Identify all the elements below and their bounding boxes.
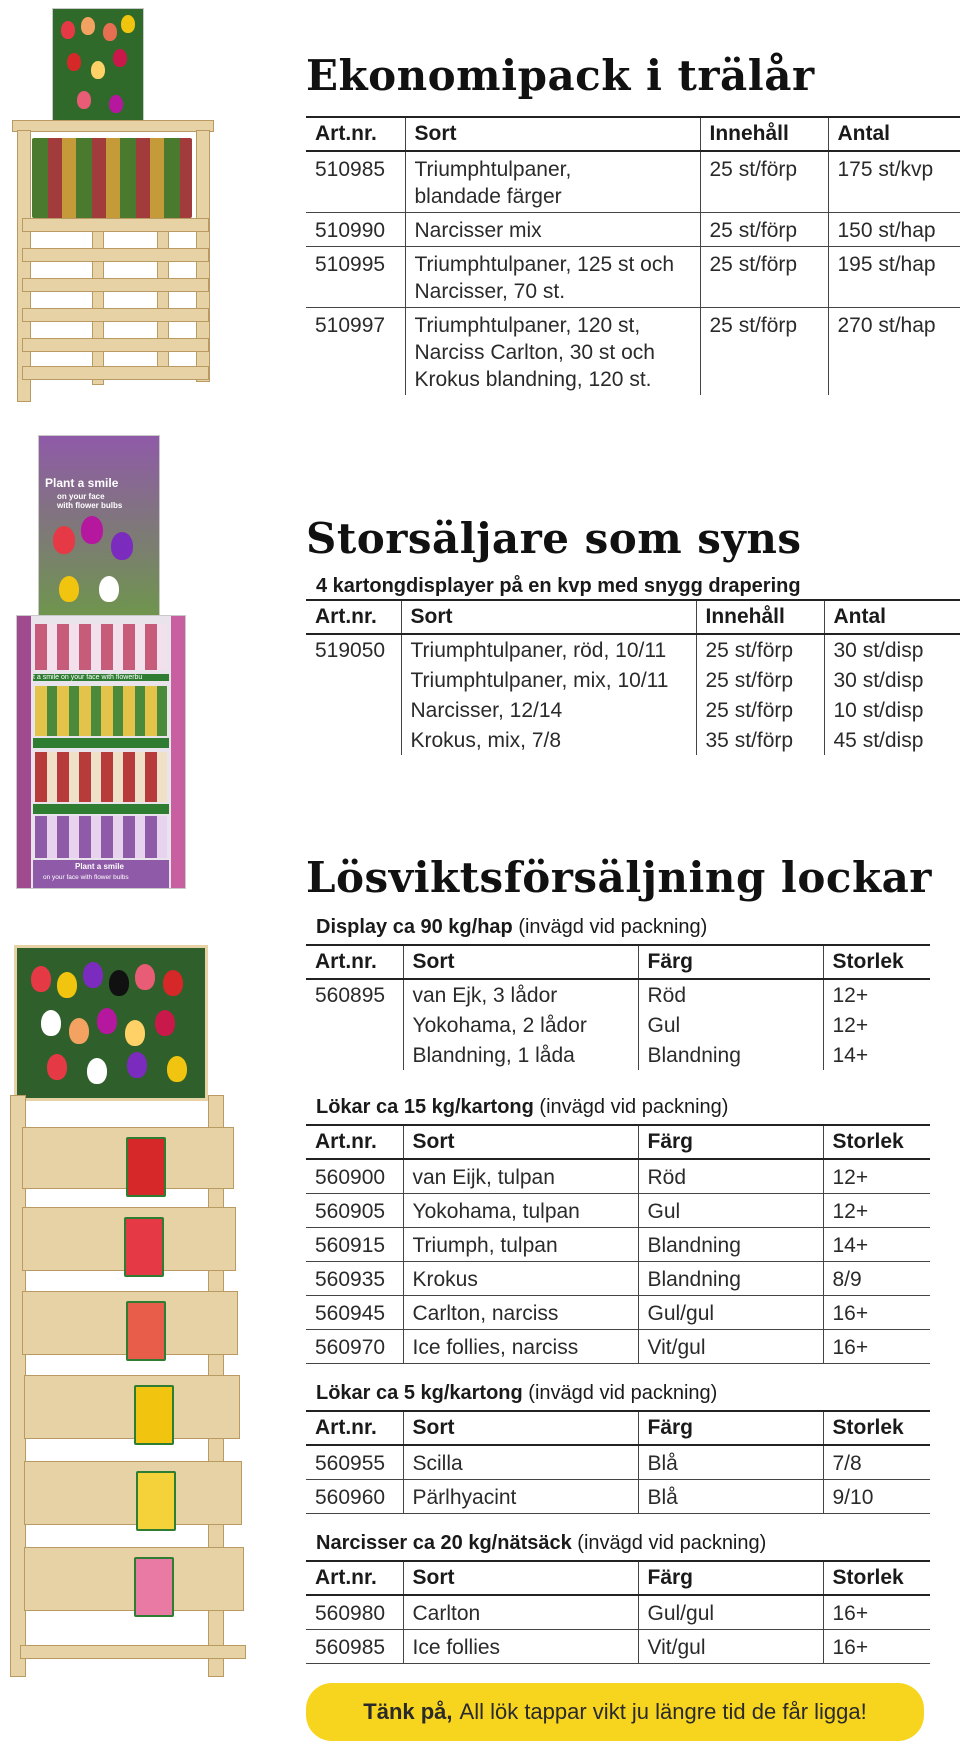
- group-heading-rest: (invägd vid packning): [533, 1096, 729, 1118]
- header-art: Art.nr.: [306, 1125, 403, 1159]
- header-art: Art.nr.: [306, 117, 405, 151]
- cell-storlek: 8/9: [823, 1262, 930, 1296]
- cell-storlek: 12+: [823, 1194, 930, 1228]
- cell-sort: Narcisser, 12/14: [401, 695, 696, 725]
- cell-art: 560960: [306, 1480, 403, 1514]
- losvikt-display-table: [306, 944, 930, 1070]
- cell-storlek: 16+: [823, 1296, 930, 1330]
- cell-innehall: 25 st/förp: [696, 665, 824, 695]
- losvikt-section: [306, 853, 960, 1664]
- cell-farg: Vit/gul: [638, 1630, 823, 1664]
- group-heading-bold: Narcisser ca 20 kg/nätsäck: [316, 1532, 572, 1554]
- table-header-row: [306, 1411, 930, 1445]
- header-farg: Färg: [638, 1561, 823, 1595]
- cell-art: 560980: [306, 1595, 403, 1630]
- group-heading: [316, 1380, 960, 1406]
- cell-art: 560945: [306, 1296, 403, 1330]
- cell-sort: Triumphtulpaner, blandade färger: [405, 151, 700, 213]
- wooden-crate-display-image: [12, 8, 222, 408]
- cell-sort: Ice follies: [403, 1630, 638, 1664]
- cell-sort: Triumphtulpaner, röd, 10/11: [401, 634, 696, 665]
- losvikt-narcisser-table: [306, 1560, 930, 1664]
- cell-farg: Blandning: [638, 1040, 823, 1070]
- table-row: [306, 308, 960, 396]
- table-row: [306, 1595, 930, 1630]
- header-storlek: Storlek: [823, 1561, 930, 1595]
- display-body: [16, 615, 186, 889]
- cell-farg: Blandning: [638, 1228, 823, 1262]
- table-row: [306, 1040, 930, 1070]
- cell-farg: Röd: [638, 1159, 823, 1194]
- cell-art: 560955: [306, 1445, 403, 1480]
- cell-innehall: 35 st/förp: [696, 725, 824, 755]
- cell-art: 519050: [315, 639, 386, 662]
- cell-storlek: 12+: [823, 1159, 930, 1194]
- cell-farg: Gul/gul: [638, 1595, 823, 1630]
- tip-bold: Tänk på,: [363, 1699, 453, 1724]
- table-row: [306, 1194, 930, 1228]
- cell-farg: Röd: [638, 979, 823, 1010]
- tip-banner: [306, 1683, 924, 1741]
- tulip-field-poster: [14, 945, 208, 1101]
- cell-storlek: 14+: [823, 1040, 930, 1070]
- table-row: [306, 695, 960, 725]
- tip-text: All lök tappar vikt ju längre tid de får ligga!: [459, 1699, 867, 1724]
- table-row: [306, 1159, 930, 1194]
- header-art: Art.nr.: [306, 600, 401, 634]
- bottom-banner-title: Plant a smile: [75, 862, 124, 871]
- cell-sort: Yokohama, 2 lådor: [403, 1010, 638, 1040]
- cell-art: 560900: [306, 1159, 403, 1194]
- cell-storlek: 7/8: [823, 1445, 930, 1480]
- cardboard-display-image: [14, 435, 186, 887]
- table-header-row: [306, 1561, 930, 1595]
- cell-innehall: 25 st/förp: [696, 695, 824, 725]
- header-sort: Sort: [403, 1561, 638, 1595]
- cell-sort: Krokus, mix, 7/8: [401, 725, 696, 755]
- cell-storlek: 9/10: [823, 1480, 930, 1514]
- cell-sort: Ice follies, narciss: [403, 1330, 638, 1364]
- table-row: [306, 1480, 930, 1514]
- group-heading: [316, 914, 960, 940]
- header-sort: Sort: [403, 1125, 638, 1159]
- ekonomipack-section: [306, 51, 960, 395]
- cell-farg: Blå: [638, 1445, 823, 1480]
- wooden-drawer-tower-image: [10, 945, 260, 1680]
- cell-sort: Triumph, tulpan: [403, 1228, 638, 1262]
- header-storlek: Storlek: [823, 945, 930, 979]
- header-art: Art.nr.: [306, 1561, 403, 1595]
- header-farg: Färg: [638, 1411, 823, 1445]
- cell-sort: Yokohama, tulpan: [403, 1194, 638, 1228]
- tulip-poster: [52, 8, 144, 132]
- table-header-row: [306, 945, 930, 979]
- cell-art: [306, 725, 401, 755]
- cell-farg: Vit/gul: [638, 1330, 823, 1364]
- cell-art: 510990: [306, 213, 405, 247]
- table-row: [306, 1630, 930, 1664]
- group-heading-rest: (invägd vid packning): [512, 916, 708, 938]
- cell-antal: 10 st/disp: [824, 695, 960, 725]
- display-top-banner: [38, 435, 160, 632]
- cell-innehall: 25 st/förp: [700, 308, 828, 396]
- cell-sort: Blandning, 1 låda: [403, 1040, 638, 1070]
- cell-storlek: 14+: [823, 1228, 930, 1262]
- table-row: [306, 1228, 930, 1262]
- group-heading: [316, 1094, 960, 1120]
- drawer: [24, 1461, 242, 1525]
- group-heading: [316, 1530, 960, 1556]
- cell-farg: Gul/gul: [638, 1296, 823, 1330]
- banner-subtitle: on your face with flower bulbs: [57, 492, 123, 510]
- group-heading-rest: (invägd vid packning): [571, 1532, 767, 1554]
- table-header-row: [306, 1125, 930, 1159]
- cell-sort: Triumphtulpaner, mix, 10/11: [401, 665, 696, 695]
- cell-art: 560905: [306, 1194, 403, 1228]
- cell-sort: Carlton: [403, 1595, 638, 1630]
- storsaljare-section: [306, 514, 960, 755]
- cell-antal: 45 st/disp: [824, 725, 960, 755]
- header-sort: Sort: [403, 945, 638, 979]
- cell-art: 560895: [315, 984, 386, 1007]
- cell-farg: Blandning: [638, 1262, 823, 1296]
- drawer: [24, 1375, 240, 1439]
- header-innehall: Innehåll: [700, 117, 828, 151]
- table-row: [306, 634, 960, 665]
- header-sort: Sort: [405, 117, 700, 151]
- header-sort: Sort: [401, 600, 696, 634]
- banner-title: Plant a smile: [45, 476, 119, 490]
- subtitle-text: 4 kartongdisplayer på en kvp med snygg drapering: [316, 575, 801, 597]
- cell-storlek: 12+: [823, 1010, 930, 1040]
- bottom-banner-subtitle: on your face with flower bulbs: [43, 874, 129, 881]
- cell-antal: 270 st/hap: [828, 308, 960, 396]
- cell-art: [306, 665, 401, 695]
- table-row: [306, 213, 960, 247]
- cell-art: 510985: [306, 151, 405, 213]
- cell-sort: Narcisser mix: [405, 213, 700, 247]
- table-row: [306, 1445, 930, 1480]
- section-subtitle: [316, 573, 960, 599]
- cell-art: [306, 1010, 403, 1040]
- header-farg: Färg: [638, 1125, 823, 1159]
- cell-antal: 175 st/kvp: [828, 151, 960, 213]
- cell-sort: Krokus: [403, 1262, 638, 1296]
- cell-sort: Scilla: [403, 1445, 638, 1480]
- cell-storlek: 16+: [823, 1630, 930, 1664]
- table-row: [306, 1010, 930, 1040]
- cell-art: 560970: [306, 1330, 403, 1364]
- cell-innehall: 25 st/förp: [700, 213, 828, 247]
- cell-sort: van Ejk, 3 lådor: [403, 979, 638, 1010]
- section-title: Storsäljare som syns: [306, 514, 802, 563]
- group-heading-bold: Lökar ca 5 kg/kartong: [316, 1382, 523, 1404]
- cell-storlek: 12+: [823, 979, 930, 1010]
- cell-storlek: 16+: [823, 1595, 930, 1630]
- table-header-row: [306, 600, 960, 634]
- header-antal: Antal: [824, 600, 960, 634]
- cell-innehall: 25 st/förp: [700, 247, 828, 308]
- cell-art: [306, 695, 401, 725]
- header-art: Art.nr.: [306, 945, 403, 979]
- cell-art: 560915: [306, 1228, 403, 1262]
- group-heading-bold: Display ca 90 kg/hap: [316, 916, 513, 938]
- table-row: [306, 725, 960, 755]
- cell-sort: Triumphtulpaner, 120 st, Narciss Carlton, 30 st och Krokus blandning, 120 st.: [405, 308, 700, 396]
- header-sort: Sort: [403, 1411, 638, 1445]
- table-row: [306, 1296, 930, 1330]
- cell-art: 560985: [306, 1630, 403, 1664]
- header-antal: Antal: [828, 117, 960, 151]
- cell-farg: Gul: [638, 1194, 823, 1228]
- cell-antal: 30 st/disp: [824, 665, 960, 695]
- header-storlek: Storlek: [823, 1411, 930, 1445]
- header-farg: Färg: [638, 945, 823, 979]
- group-heading-bold: Lökar ca 15 kg/kartong: [316, 1096, 534, 1118]
- ekonomipack-table: [306, 116, 960, 395]
- cell-farg: Blå: [638, 1480, 823, 1514]
- cell-sort: Triumphtulpaner, 125 st och Narcisser, 70 st.: [405, 247, 700, 308]
- losvikt-5kg-table: [306, 1410, 930, 1514]
- shelf-text: t a smile on your face with flowerbu: [33, 674, 169, 681]
- cell-storlek: 16+: [823, 1330, 930, 1364]
- cell-antal: 195 st/hap: [828, 247, 960, 308]
- cell-art: 560935: [306, 1262, 403, 1296]
- table-row: [306, 979, 930, 1010]
- header-art: Art.nr.: [306, 1411, 403, 1445]
- group-heading-rest: (invägd vid packning): [522, 1382, 718, 1404]
- table-row: [306, 151, 960, 213]
- cell-innehall: 25 st/förp: [700, 151, 828, 213]
- cell-farg: Gul: [638, 1010, 823, 1040]
- cell-art: 510997: [315, 314, 386, 337]
- table-row: [306, 1262, 930, 1296]
- cell-sort: Pärlhyacint: [403, 1480, 638, 1514]
- storsaljare-table: [306, 599, 960, 755]
- cell-antal: 30 st/disp: [824, 634, 960, 665]
- cell-art: 510995: [306, 247, 405, 308]
- header-storlek: Storlek: [823, 1125, 930, 1159]
- section-title: Ekonomipack i trälår: [306, 51, 815, 100]
- cell-sort: van Eijk, tulpan: [403, 1159, 638, 1194]
- table-row: [306, 247, 960, 308]
- table-row: [306, 665, 960, 695]
- section-title: Lösviktsförsäljning lockar: [306, 853, 932, 902]
- cell-innehall: 25 st/förp: [696, 634, 824, 665]
- table-row: [306, 1330, 930, 1364]
- header-innehall: Innehåll: [696, 600, 824, 634]
- losvikt-15kg-table: [306, 1124, 930, 1364]
- cell-antal: 150 st/hap: [828, 213, 960, 247]
- table-header-row: [306, 117, 960, 151]
- cell-art: [306, 1040, 403, 1070]
- cell-sort: Carlton, narciss: [403, 1296, 638, 1330]
